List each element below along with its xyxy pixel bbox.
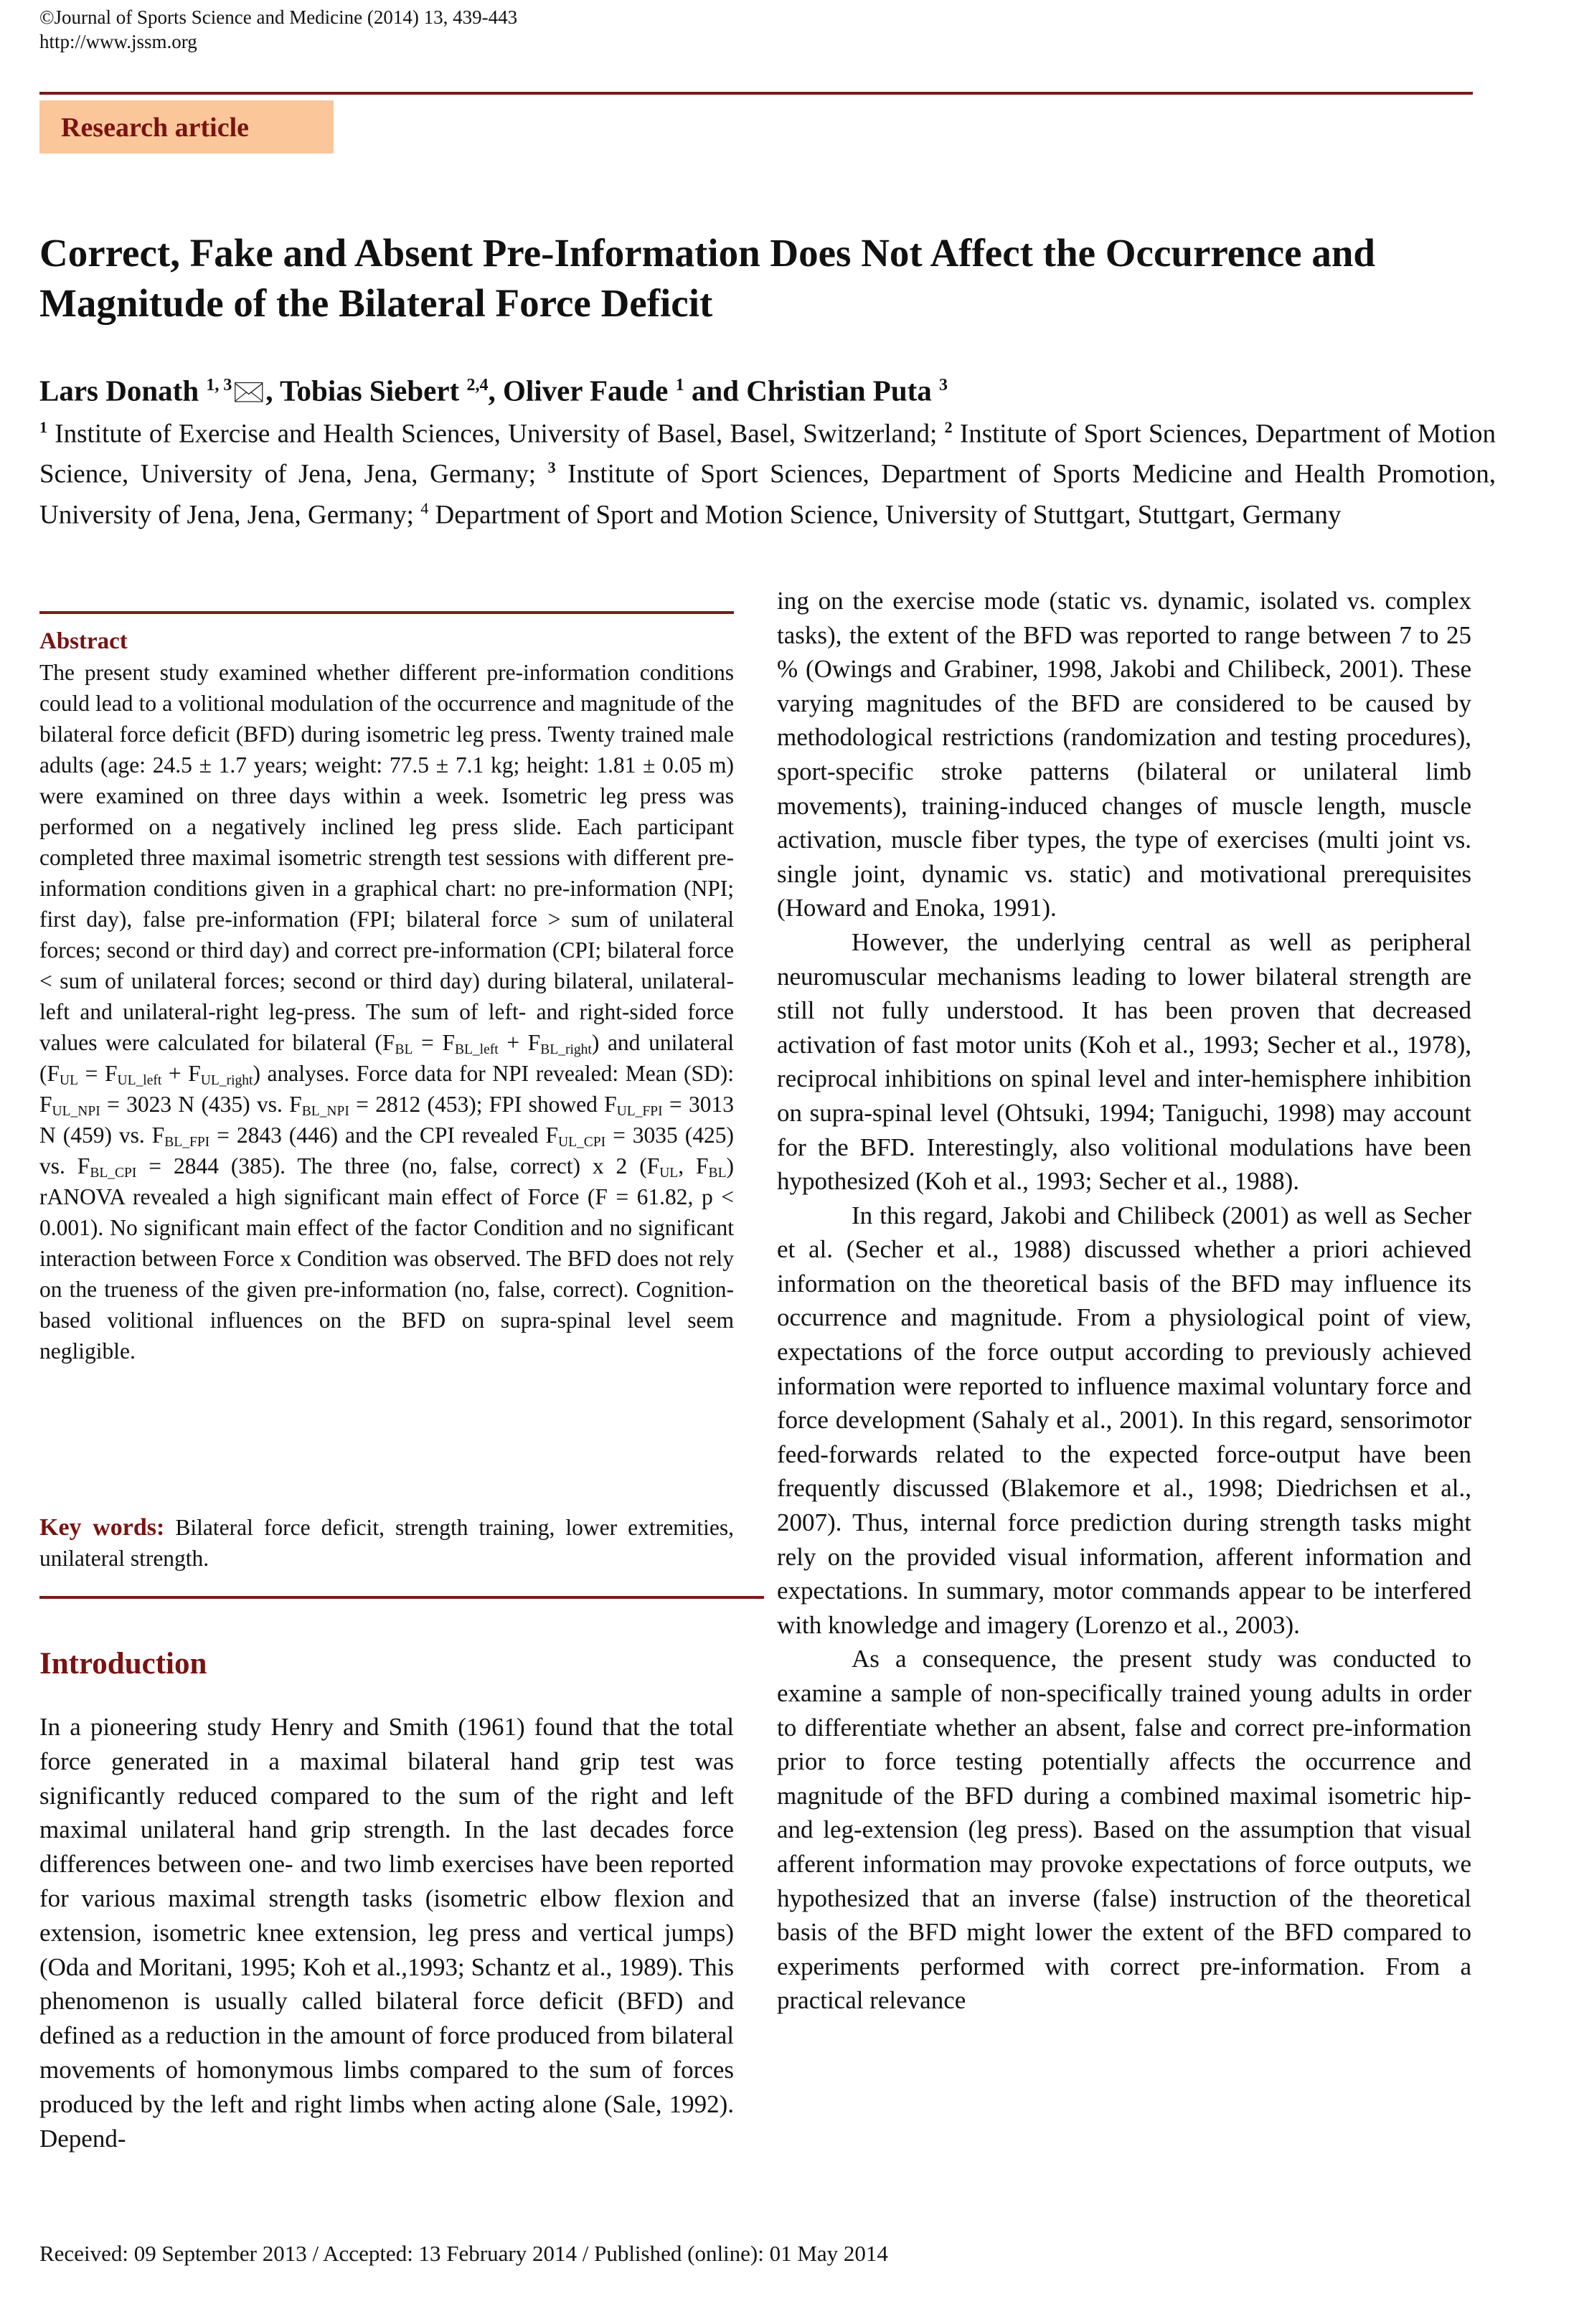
paper-title: Correct, Fake and Absent Pre-Information Does Not Affect the Occurrence and Magnitude of the Bilateral Force Deficit <box>39 231 1376 325</box>
author-affil-sup: 3 <box>939 376 948 395</box>
introduction-right-column <box>777 584 1471 2018</box>
affil-text: Institute of Sport Sciences, Department of Sports Medicine and Health Promotion, University of Jena, Jena, Germany; <box>39 459 1496 529</box>
paragraph: However, the underlying central as well as peripheral neuromuscular mechanisms leading to lower bilateral strength are still not fully understood. It has been proven that decreased activation of fast motor units (Koh et al., 1993; Secher et al., 1978), reciprocal inhibitions on spinal level and inter-hemisphere inhibition on supra-spinal level (Ohtsuki, 1994; Taniguchi, 1998) may account for the BFD. Interestingly, also volitional modulations have been hypothesized (Koh et al., 1993; Secher et al., 1988). <box>777 927 1471 1196</box>
author-name: Lars Donath <box>39 374 199 407</box>
author-conjunction: and <box>691 374 739 407</box>
author-list: Lars Donath $^{1, 3}$🖂, Tobias Siebert $^{2,4}$, Oliver Faude $^1$ and Christian Puta $^3$ <box>39 367 1496 410</box>
paragraph: ing on the exercise mode (static vs. dynamic, isolated vs. complex tasks), the extent of the BFD was reported to range between 7 to 25 % (Owings and Grabiner, 1998, Jakobi and Chilibeck, 2001). These varying magnitudes of the BFD are considered to be caused by methodological restrictions (randomization and testing procedures), sport-specific stroke patterns (bilateral or unilateral limb movements), training-induced changes of muscle length, muscle activation, muscle fiber types, the type of exercises (multi joint vs. single joint, dynamic vs. static) and motivational prerequisites (Howard and Enoka, 1991). <box>777 587 1471 922</box>
author-name: Christian Puta <box>746 374 932 407</box>
keywords <box>39 1512 734 1574</box>
abstract-bottom-rule <box>39 1596 764 1599</box>
introduction-heading: Introduction <box>39 1647 207 1681</box>
introduction-left-column <box>39 1710 734 2155</box>
affil-number: 2 <box>944 418 953 436</box>
email-envelope-icon[interactable]: 🖂 <box>232 374 266 407</box>
abstract-text: The present study examined whether different pre-information conditions could lead to a volitional modulation of the occurrence and magnitude of the bilateral force deficit (BFD) during isometric leg press. Twenty trained male adults (age: 24.5 ± 1.7 years; weight: 77.5 ± 7.1 kg; height: 1.81 ± 0.05 m) were examined on three days within a week. Isometric leg press was performed on a negatively inclined leg press slide. Each participant completed three maximal isometric strength test sessions with different pre-information conditions given in a graphical chart: no pre-information (NPI; first day), false pre-information (FPI; bilateral force > sum of unilateral forces; second or third day) and correct pre-information (CPI; bilateral force < sum of unilateral forces; second or third day) during bilateral, unilateral-left and unilateral-right leg-press. The sum of left- and right-sided force values were calculated for bilateral $(F_{BL} = F_{BL\_left} + F_{BL\_right})$ and unilateral $(F_{UL} = F_{UL\_left} + F_{UL\_right})$ analyses. Force data for NPI revealed: Mean (SD): $F_{UL\_NPI} = 3023$ N (435) vs. $F_{BL\_NPI} = 2812$ (453); FPI showed $F_{UL\_FPI} = 3013$ N (459) vs. $F_{BL\_FPI} = 2843$ (446) and the CPI revealed $F_{UL\_CPI} = 3035$ (425) vs. $F_{BL\_CPI} = 2844$ (385). The three (no, false, correct) x 2 ($F_{UL}$, $F_{BL}$) rANOVA revealed a high significant main effect of Force (F = 61.82, p < 0.001). No significant main effect of the factor Condition and no significant interaction between Force x Condition was observed. The BFD does not rely on the trueness of the given pre-information (no, false, correct). Cognition-based volitional influences on the BFD on supra-spinal level seem negligible. <box>39 660 735 1364</box>
affil-number: 4 <box>420 499 429 517</box>
article-type-badge <box>39 100 334 153</box>
author-affil-sup: 2,4 <box>466 376 489 395</box>
keywords-label: Key words: <box>39 1514 165 1541</box>
affil-number: 1 <box>39 418 47 436</box>
abstract-top-rule <box>39 611 734 614</box>
publication-dates: Received: 09 September 2013 / Accepted: 13 February 2014 / Published (online): 01 May 2014 <box>39 2241 888 2266</box>
keywords-text: Bilateral force deficit, strength training, lower extremities, unilateral strength. <box>39 1515 734 1571</box>
affil-text: Department of Sport and Motion Science, University of Stuttgart, Stuttgart, Germany <box>435 499 1342 529</box>
affiliations <box>39 410 1496 532</box>
paragraph: As a consequence, the present study was conducted to examine a sample of non-specifically trained young adults in order to differentiate whether an absent, false and correct pre-information prior to force testing potentially affects the occurrence and magnitude of the BFD during a combined maximal isometric hip- and leg-extension (leg press). Based on the assumption that visual afferent information may provoke expectations of force outputs, we hypothesized that an inverse (false) instruction of the theoretical basis of the BFD might lower the extent of the BFD compared to experiments performed with correct pre-information. From a practical relevance <box>777 1645 1471 2015</box>
journal-citation: ©Journal of Sports Science and Medicine (2014) 13, 439-443 <box>39 6 518 28</box>
author-name: Tobias Siebert <box>279 374 460 407</box>
author-affil-sup: 1 <box>675 376 684 395</box>
abstract-heading: Abstract <box>39 628 128 654</box>
journal-url[interactable]: http://www.jssm.org <box>39 31 197 52</box>
affil-text: Institute of Sport Sciences, Department of Motion Science, University of Jena, Jena, Germany; <box>39 419 1496 489</box>
paragraph: In a pioneering study Henry and Smith (1961) found that the total force generated in a maximal bilateral hand grip test was significantly reduced compared to the sum of the right and left maximal unilateral hand grip strength. In the last decades force differences between one- and two limb exercises have been reported for various maximal strength tasks (isometric elbow flexion and extension, isometric knee extension, leg press and vertical jumps) (Oda and Moritani, 1995; Koh et al.,1993; Schantz et al., 1989). This phenomenon is usually called bilateral force deficit (BFD) and defined as a reduction in the amount of force produced from bilateral movements of homonymous limbs compared to the sum of forces produced by the left and right limbs when acting alone (Sale, 1992). Depend- <box>39 1713 734 2153</box>
affil-text: Institute of Exercise and Health Sciences, University of Basel, Basel, Switzerland; <box>55 419 938 449</box>
abstract <box>39 626 734 1366</box>
header-rule <box>39 92 1473 95</box>
article-type-label: Research article <box>61 113 250 143</box>
affil-number: 3 <box>547 458 556 477</box>
author-name: Oliver Faude <box>502 374 669 407</box>
paragraph: In this regard, Jakobi and Chilibeck (2001) as well as Secher et al. (Secher et al., 1988) discussed whether a priori achieved information on the theoretical basis of the BFD may influence its occurrence and magnitude. From a physiological point of view, expectations of the force output according to previously achieved information were reported to influence maximal voluntary force and force development (Sahaly et al., 2001). In this regard, sensorimotor feed-forwards related to the expected force-output have been frequently discussed (Blakemore et al., 1998; Diedrichsen et al., 2007). Thus, internal force prediction during strength tasks might rely on the provided visual information, afferent information and expectations. In summary, motor commands appear to be interfered with knowledge and imagery (Lorenzo et al., 2003). <box>777 1201 1471 1639</box>
author-affil-sup: 1, 3 <box>206 376 232 395</box>
